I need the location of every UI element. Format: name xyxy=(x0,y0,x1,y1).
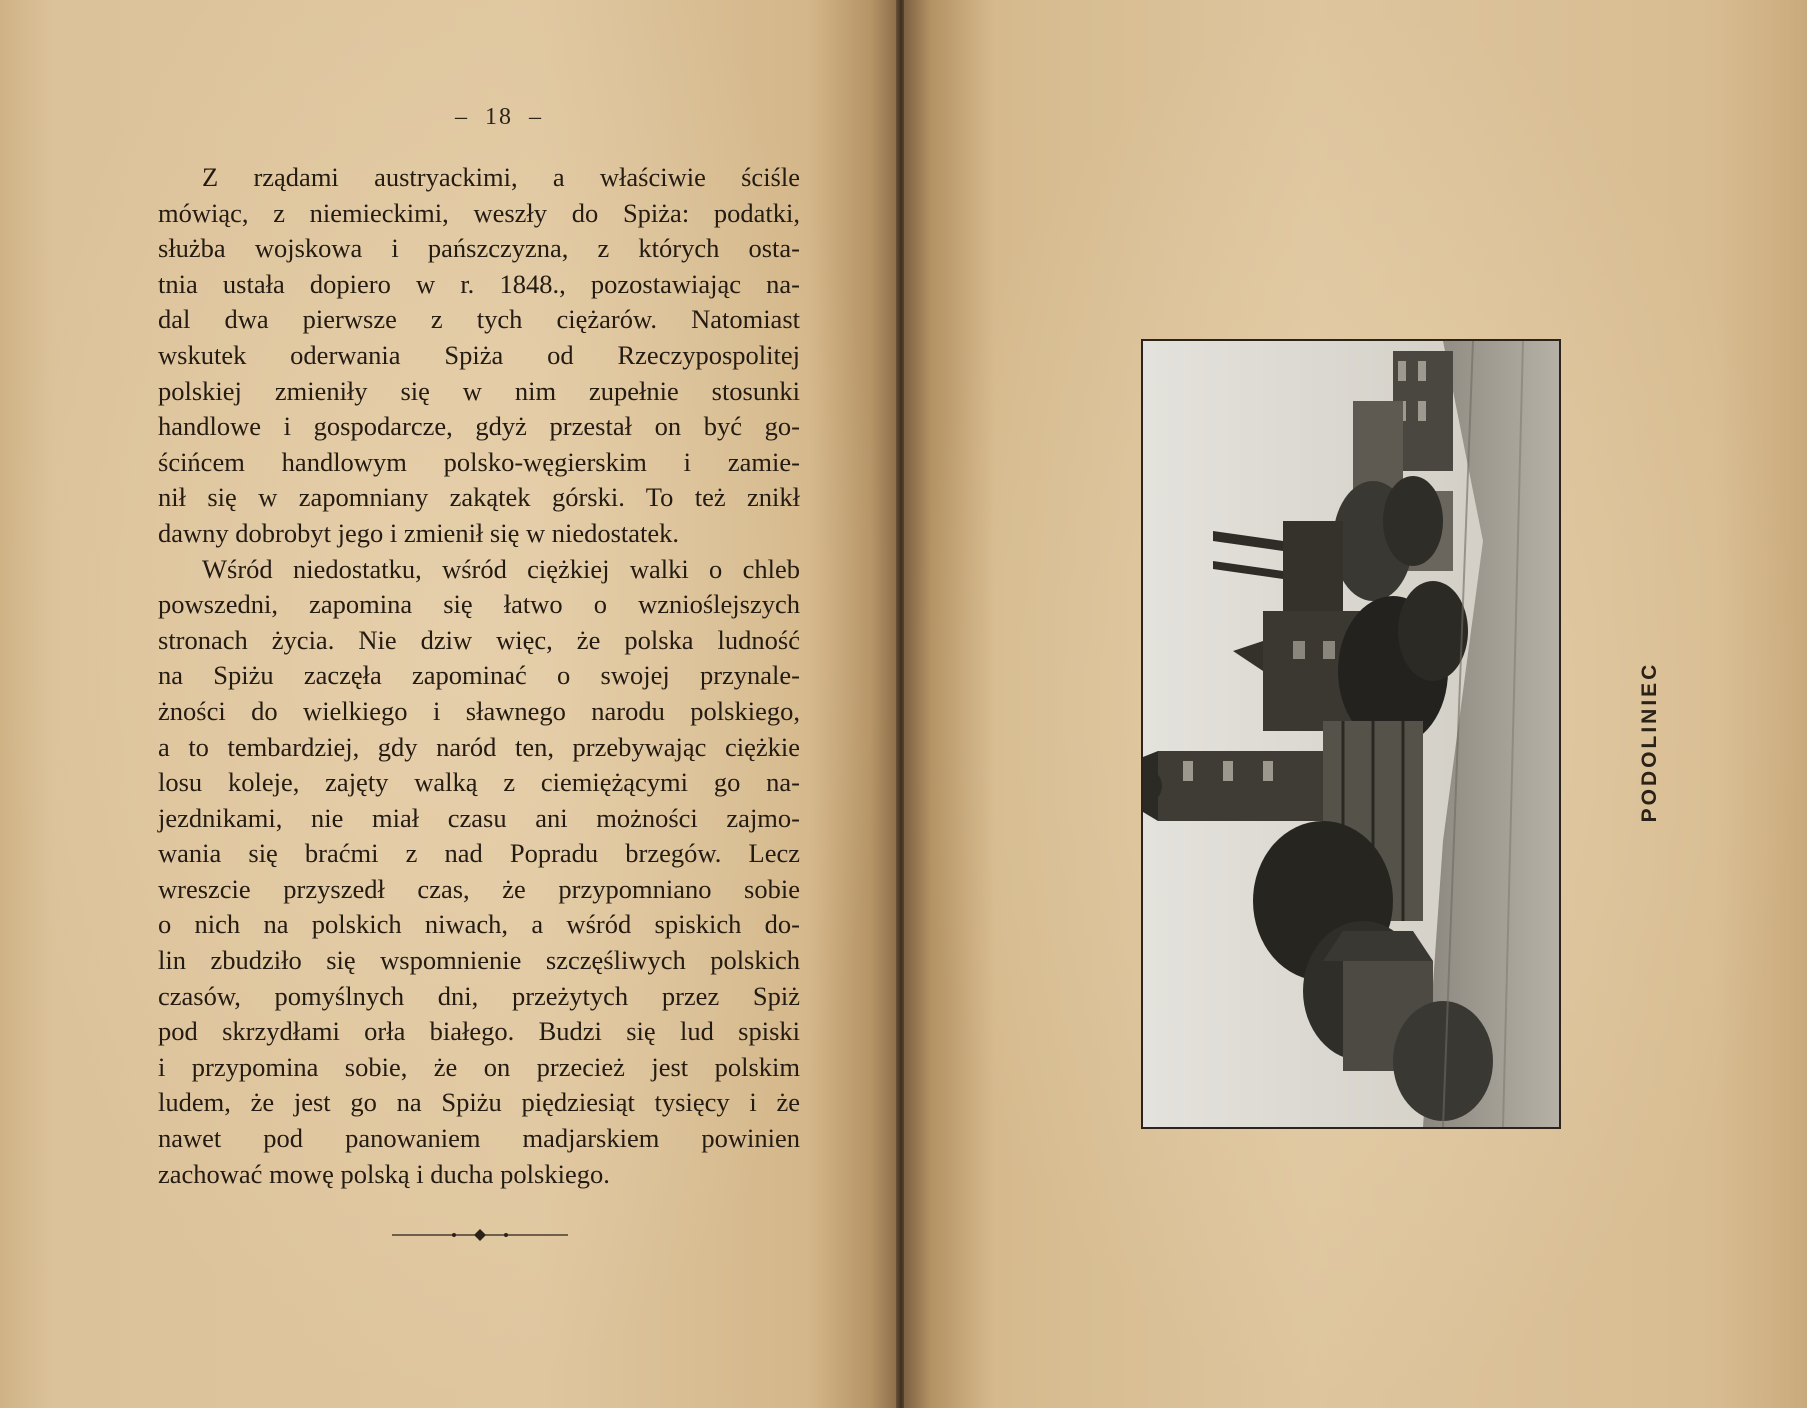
text-line: o nich na polskich niwach, a wśród spiskich do- xyxy=(158,909,800,940)
text-line: losu koleje, zajęty walką z ciemiężącymi go na- xyxy=(158,767,800,798)
text-line: ludem, że jest go na Spiżu piędziesiąt tysięcy i że xyxy=(158,1087,800,1118)
text-line: Wśród niedostatku, wśród ciężkiej walki o chleb xyxy=(202,553,800,584)
text-line: tnia ustała dopiero w r. 1848., pozostawiając na- xyxy=(158,268,800,299)
text-line: wania się braćmi z nad Popradu brzegów. Lecz xyxy=(158,838,800,869)
ornament-divider xyxy=(392,1225,568,1245)
right-page xyxy=(904,0,1807,1408)
body-text xyxy=(158,160,800,1192)
text-line: czasów, pomyślnych dni, przeżytych przez Spiż xyxy=(158,980,800,1011)
text-line: zachować mowę polską i ducha polskiego. xyxy=(158,1158,610,1189)
text-line: polskiej zmieniły się w nim zupełnie stosunki xyxy=(158,375,800,406)
page-number-value: 18 xyxy=(485,104,513,130)
text-line: żności do wielkiego i sławnego narodu polskiego, xyxy=(158,695,800,726)
text-line: handlowe i gospodarcze, gdyż przestał on być go- xyxy=(158,411,800,442)
town-engraving xyxy=(1143,341,1559,1127)
text-line: stronach życia. Nie dziw więc, że polska ludność xyxy=(158,624,800,655)
photo-plate-podoliniec xyxy=(1141,339,1561,1129)
text-line: a to tembardziej, gdy naród ten, przebywając ciężkie xyxy=(158,731,800,762)
text-line: powszedni, zapomina się łatwo o wznioślejszych xyxy=(158,589,800,620)
text-line: nił się w zapomniany zakątek górski. To też znikł xyxy=(158,482,800,513)
text-line: Z rządami austryackimi, a właściwie ściśle xyxy=(202,162,800,192)
text-line: na Spiżu zaczęła zapominać o swojej przynale- xyxy=(158,660,800,691)
text-line: nawet pod panowaniem madjarskiem powinien xyxy=(158,1123,800,1154)
text-line: mówiąc, z niemieckimi, weszły do Spiża: podatki, xyxy=(158,197,800,228)
text-line: wreszcie przyszedł czas, że przypomniano sobie xyxy=(158,873,800,904)
page-number xyxy=(0,104,898,131)
left-page xyxy=(0,0,898,1408)
text-line: ścińcem handlowym polsko-węgierskim i zamie- xyxy=(158,446,800,477)
text-line: jezdnikami, nie miał czasu ani możności zajmo- xyxy=(158,802,800,833)
text-line: i przypomina sobie, że on przecież jest polskim xyxy=(158,1051,800,1082)
text-line: wskutek oderwania Spiża od Rzeczypospolitej xyxy=(158,339,800,370)
text-line: pod skrzydłami orła białego. Budzi się lud spiski xyxy=(158,1016,800,1047)
plate-caption: PODOLINIEC xyxy=(1638,661,1661,823)
text-line: służba wojskowa i pańszczyzna, z których osta- xyxy=(158,233,800,264)
text-line: lin zbudziło się wspomnienie szczęśliwych polskich xyxy=(158,945,800,976)
page-number-dash-right: – xyxy=(529,104,543,130)
text-line: dawny dobrobyt jego i zmienił się w niedostatek. xyxy=(158,517,680,548)
text-line: dal dwa pierwsze z tych ciężarów. Natomiast xyxy=(158,304,800,335)
page-number-dash-left: – xyxy=(455,104,469,130)
